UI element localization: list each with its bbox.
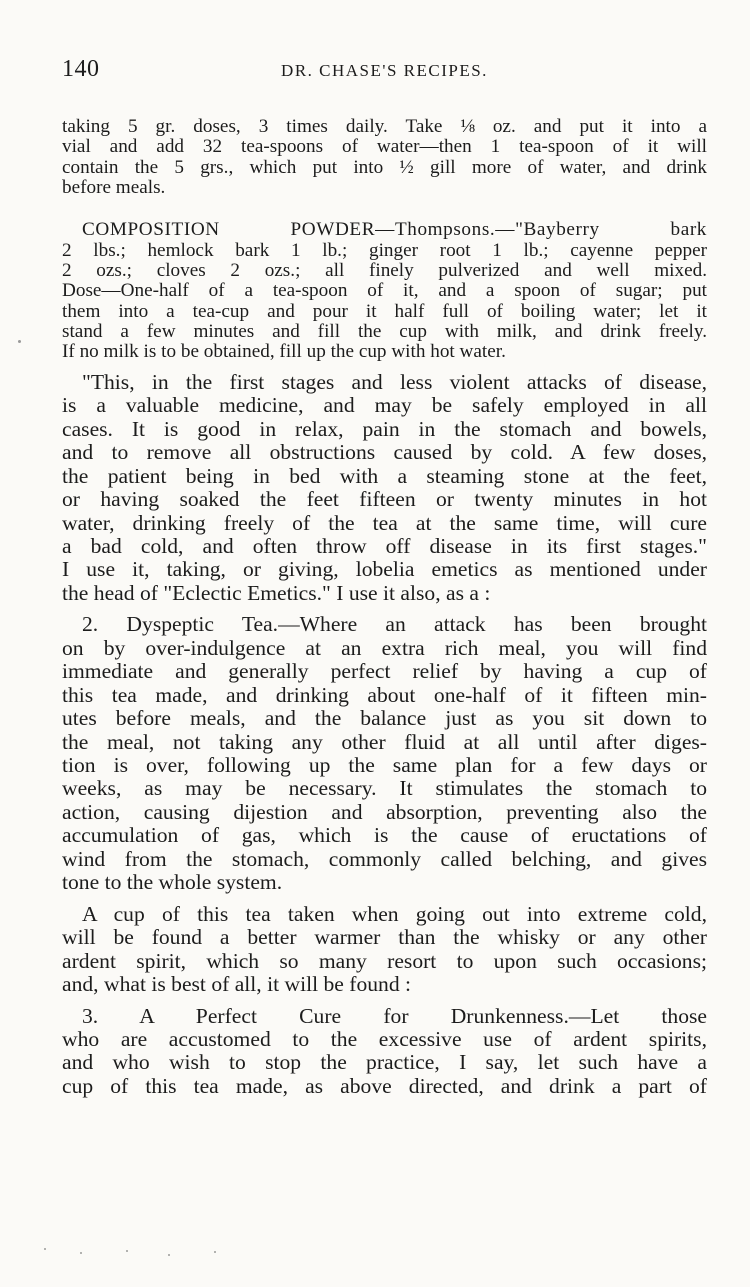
paragraph-quoted-description <box>62 371 707 606</box>
text-line: on by over-indulgence at an extra rich meal, you will find <box>62 635 707 660</box>
text-line: them into a tea-cup and pour it half full of boiling water; let it <box>62 300 707 322</box>
text-line: the patient being in bed with a steaming stone at the feet, <box>62 463 707 488</box>
print-speck <box>168 1254 170 1256</box>
text-line: tion is over, following up the same plan for a few days or <box>62 753 707 778</box>
text-line: and to remove all obstructions caused by cold. A few doses, <box>62 440 707 465</box>
text-line: wind from the stomach, commonly called belching, and gives <box>62 846 707 871</box>
text-line: is a valuable medicine, and may be safely employed in all <box>62 393 707 418</box>
page-number: 140 <box>62 56 100 82</box>
text-line: cases. It is good in relax, pain in the stomach and bowels, <box>62 416 707 441</box>
paragraph-composition-powder <box>62 220 707 362</box>
print-speck <box>80 1252 82 1254</box>
text-line: Dose—One-half of a tea-spoon of it, and a spoon of sugar; put <box>62 280 707 302</box>
text-line: immediate and generally perfect relief by having a cup of <box>62 659 707 684</box>
text-line: and, what is best of all, it will be found : <box>62 972 412 997</box>
text-line: action, causing dijestion and absorption, preventing also the <box>62 799 707 824</box>
text-line: stand a few minutes and fill the cup with milk, and drink freely. <box>62 321 707 343</box>
text-line: utes before meals, and the balance just as you sit down to <box>62 706 707 731</box>
text-line: 2 lbs.; hemlock bark 1 lb.; ginger root 1 lb.; cayenne pepper <box>62 239 707 261</box>
text-line: the meal, not taking any other fluid at all until after diges- <box>62 729 707 754</box>
text-line: "This, in the first stages and less violent attacks of disease, <box>82 369 707 394</box>
print-speck <box>214 1251 216 1253</box>
text-line: A cup of this tea taken when going out into extreme cold, <box>82 901 707 926</box>
text-line: accumulation of gas, which is the cause of eructations of <box>62 823 707 848</box>
print-speck <box>126 1250 128 1252</box>
paragraph-dosage-continuation <box>62 117 707 198</box>
recipe-heading-line: 3. A Perfect Cure for Drunkenness.—Let those <box>82 1003 707 1028</box>
print-speck <box>18 340 21 343</box>
running-head: DR. CHASE'S RECIPES. <box>281 61 488 80</box>
print-speck <box>44 1248 46 1250</box>
page-body <box>62 117 707 1098</box>
recipe-heading-line: 2. Dyspeptic Tea.—Where an attack has been brought <box>82 612 707 637</box>
text-line: If no milk is to be obtained, fill up the cup with hot water. <box>62 341 506 363</box>
text-line: the head of "Eclectic Emetics." I use it also, as a : <box>62 580 491 605</box>
text-line: this tea made, and drinking about one-half of it fifteen min- <box>62 682 707 707</box>
text-line: tone to the whole system. <box>62 870 283 895</box>
text-line: or having soaked the feet fifteen or twenty minutes in hot <box>62 487 707 512</box>
text-line: will be found a better warmer than the whisky or any other <box>62 925 707 950</box>
text-line: who are accustomed to the excessive use of ardent spirits, <box>62 1027 707 1052</box>
text-line: vial and add 32 tea-spoons of water—then 1 tea-spoon of it will <box>62 136 707 158</box>
paragraph-drunkenness-cure <box>62 1005 707 1099</box>
page-header <box>62 56 707 86</box>
text-line: water, drinking freely of the tea at the same time, will cure <box>62 510 707 535</box>
text-line: a bad cold, and often throw off disease in its first stages." <box>62 533 707 558</box>
paragraph-dyspeptic-tea <box>62 613 707 894</box>
text-line: before meals. <box>62 177 166 199</box>
text-line: and who wish to stop the practice, I say, let such have a <box>62 1050 707 1075</box>
paragraph-cold-weather <box>62 903 707 997</box>
text-line: I use it, taking, or giving, lobelia emetics as mentioned under <box>62 557 707 582</box>
text-line: weeks, as may be necessary. It stimulates the stomach to <box>62 776 707 801</box>
text-line: 2 ozs.; cloves 2 ozs.; all finely pulverized and well mixed. <box>62 260 707 282</box>
text-line: cup of this tea made, as above directed, and drink a part of <box>62 1073 707 1098</box>
text-line: taking 5 gr. doses, 3 times daily. Take ⅛ oz. and put it into a <box>62 116 707 137</box>
text-line: contain the 5 grs., which put into ½ gill more of water, and drink <box>62 156 707 178</box>
recipe-heading-line: COMPOSITION POWDER—Thompsons.—"Bayberry bark <box>82 219 707 241</box>
text-line: ardent spirit, which so many resort to upon such occasions; <box>62 948 707 973</box>
